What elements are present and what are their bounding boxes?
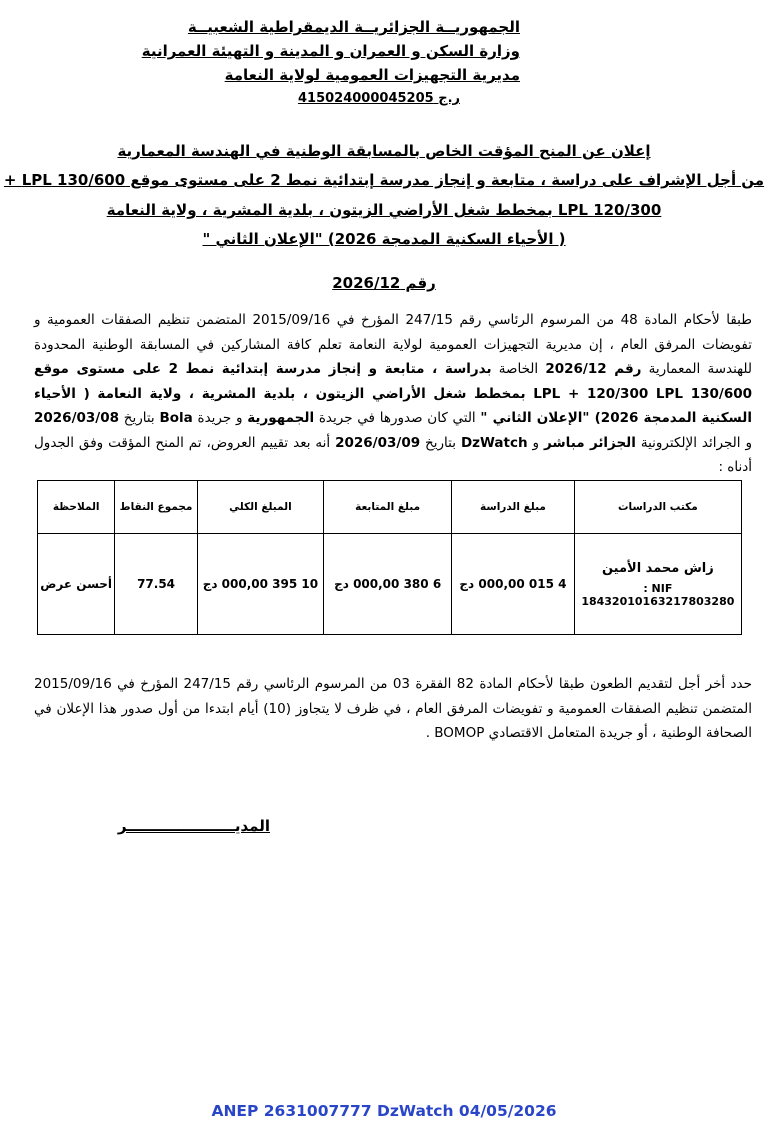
col-header-note: الملاحظة (38, 481, 115, 534)
p1-text: و جريدة (192, 410, 248, 426)
p1-text: و (527, 434, 544, 451)
p1-text: و الجرائد الإلكترونية (635, 434, 752, 451)
header-ministry: وزارة السكن و العمران و المدينة و التهيئة العمرانية (141, 42, 520, 60)
footer-reference: ANEP 2631007777 DzWatch 04/05/2026 (211, 1102, 557, 1120)
cell-total-amount: 10 395 000,00 دج (197, 534, 323, 635)
col-header-study: مبلغ الدراسة (452, 481, 575, 534)
p1-number: رقم 2026/12 (545, 361, 642, 377)
announcement-subject-line2: 120/300 LPL بمخطط شغل الأراضي الزيتون ، بلدية المشرية ، ولاية النعامة (106, 201, 662, 219)
header-reference: ر.ج 415024000045205 (297, 91, 460, 106)
announcement-number: رقم 2026/12 (332, 274, 436, 292)
p1-newspaper: الجزائر مباشر (544, 434, 636, 451)
p1-date: 2026/03/09 (335, 434, 421, 451)
header-directorate: مديرية التجهيزات العمومية لولاية النعامة (224, 66, 520, 84)
col-header-total: المبلغ الكلي (197, 481, 323, 534)
p1-text: بتاريخ (119, 410, 160, 426)
p1-text: طبقا لأحكام المادة 48 من المرسوم الرئاسي رقم 247/15 المؤرخ في 2015/09/16 المتضمن تنظيم الصفقات العمومية و تفويضات المرفق العام ، إن مديرية التجهيزات العمومية لولاية النعامة تعلم كافة المشاركين في المسابقة الوطنية المحدودة للهندسة المعمارية (34, 312, 752, 377)
body-paragraph-2: حدد أخر أجل لتقديم الطعون طبقا لأحكام المادة 82 الفقرة 03 من المرسوم الرئاسي رقم 247/15 المؤرخ في 2015/09/16 المتضمن تنظيم الصفقات العمومية و تفويضات المرفق العام ، في ظرف لا يتجاوز (10) أيام ابتدءا من أول صدور هذا الإعلان في الصحافة الوطنية ، أو جريدة المتعامل الاقتصادي BOMOP . (34, 676, 752, 741)
office-nif: 18432010163217803280 (581, 594, 735, 608)
table-header-row (38, 481, 742, 534)
cell-study-amount: 4 015 000,00 دج (452, 534, 575, 635)
header-republic: الجمهوريــة الجزائريــة الديمقراطية الشعبيــة (187, 18, 520, 36)
p1-text: التي كان صدورها في جريدة (314, 410, 481, 426)
body-paragraph-1 (34, 308, 752, 480)
col-header-followup: مبلغ المتابعة (324, 481, 452, 534)
director-signature: المديـــــــــــــــــــــر (117, 817, 270, 835)
col-header-points: مجموع النقاط (115, 481, 197, 534)
announcement-title: إعلان عن المنح المؤقت الخاص بالمسابقة الوطنية في الهندسة المعمارية (117, 142, 651, 160)
announcement-subject-line1: من أجل الإشراف على دراسة ، متابعة و إنجاز مدرسة إبتدائية نمط 2 على مستوى موقع 130/600 LPL + (3, 171, 765, 189)
p1-newspaper: Bola (159, 410, 193, 426)
p1-text: الخاصة (491, 361, 546, 377)
cell-followup-amount: 6 380 000,00 دج (324, 534, 452, 635)
p1-date: 2026/03/08 (34, 410, 120, 426)
p1-text: بتاريخ (420, 434, 461, 451)
office-nif-label: NIF : (643, 581, 673, 595)
cell-note: أحسن عرض (38, 534, 115, 635)
award-table (37, 480, 742, 635)
cell-points: 77.54 (115, 534, 197, 635)
p1-newspaper: DzWatch (460, 434, 528, 451)
announcement-subject-line3: ( الأحياء السكنية المدمجة 2026) "الإعلان الثاني " (202, 230, 566, 248)
col-header-office: مكتب الدراسات (574, 481, 741, 534)
p1-newspaper: الجمهورية (247, 410, 315, 426)
cell-office (574, 534, 741, 635)
p1-text: أنه بعد تقييم العروض، تم المنح المؤقت وفق الجدول أدناه : (34, 434, 752, 475)
p1-subject: بدراسة ، متابعة و إنجاز مدرسة إبتدائية نمط 2 على مستوى موقع 130/600 LPL + 120/300 LPL بمخطط شغل الأراضي الزيتون ، بلدية المشرية ، ولاية النعامة ( الأحياء السكنية المدمجة 2026) "الإعلان الثاني " (34, 361, 752, 426)
table-row (38, 534, 742, 635)
office-name: زاش محمد الأمين (601, 560, 714, 576)
